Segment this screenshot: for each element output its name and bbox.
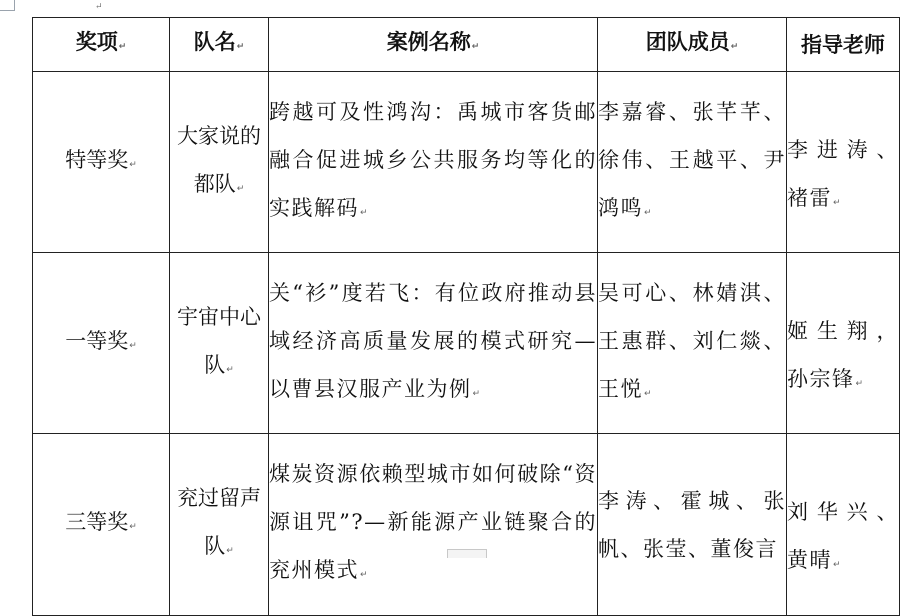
paragraph-mark-icon: ↵ — [360, 570, 370, 580]
paragraph-mark-icon: ↵ — [471, 42, 480, 52]
header-cell — [269, 18, 598, 72]
header-cell — [598, 18, 787, 72]
table-row — [33, 434, 900, 616]
award-cell — [33, 72, 170, 253]
advisors-text: 姬生翔，孙宗锋 — [787, 318, 899, 391]
paragraph-mark-icon: ↵ — [236, 42, 245, 52]
header-award: 奖项 — [75, 29, 118, 54]
paragraph-mark-icon: ↵ — [226, 546, 234, 556]
page-break-tab — [447, 549, 487, 558]
advisors-cell — [787, 253, 900, 434]
paragraph-mark-icon: ↵ — [226, 364, 234, 375]
header-cell — [170, 18, 269, 72]
paragraph-mark-icon: ↵ — [855, 378, 865, 389]
paragraph-mark-icon: ↵ — [644, 388, 654, 399]
header-members: 团队成员 — [645, 29, 730, 54]
case-cell — [269, 72, 598, 253]
members-cell — [598, 253, 787, 434]
team-text: 兖过留声队 — [177, 486, 261, 558]
award-cell — [33, 434, 170, 616]
paragraph-mark-icon: ↵ — [129, 522, 137, 532]
table-row — [33, 253, 900, 434]
members-cell — [598, 434, 787, 616]
paragraph-mark-icon: ↵ — [129, 340, 137, 351]
case-text: 跨越可及性鸿沟：禹城市客货邮融合促进城乡公共服务均等化的实践解码 — [269, 99, 597, 220]
members-cell — [598, 72, 787, 253]
team-text: 大家说的都队 — [177, 123, 261, 196]
members-text: 吴可心、林婧淇、王惠群、刘仁燚、王悦 — [598, 280, 786, 401]
case-cell — [269, 253, 598, 434]
case-cell — [269, 434, 598, 616]
advisors-text: 李进涛、褚雷 — [787, 137, 899, 210]
advisors-cell — [787, 434, 900, 616]
paragraph-mark-icon: ↵ — [95, 2, 103, 12]
award-cell — [33, 253, 170, 434]
table-row — [33, 72, 900, 253]
header-advisors: 指导老师 — [801, 31, 885, 57]
case-text: 关“衫”度若飞：有位政府推动县域经济高质量发展的模式研究—以曹县汉服产业为例 — [269, 280, 597, 401]
award-text: 三等奖 — [65, 510, 129, 534]
team-cell — [170, 72, 269, 253]
paragraph-mark-icon: ↵ — [833, 197, 843, 208]
table-header-row — [33, 18, 900, 72]
paragraph-mark-icon: ↵ — [833, 560, 843, 570]
paragraph-mark-icon: ↵ — [472, 388, 482, 399]
header-case: 案例名称 — [386, 29, 471, 54]
team-cell — [170, 434, 269, 616]
award-text: 特等奖 — [65, 147, 129, 172]
paragraph-mark-icon: ↵ — [236, 183, 245, 194]
award-text: 一等奖 — [65, 328, 129, 353]
team-text: 宇宙中心队 — [177, 304, 261, 377]
paragraph-mark-icon: ↵ — [360, 207, 370, 218]
case-text: 煤炭资源依赖型城市如何破除“资源诅咒”?—新能源产业链聚合的兖州模式 — [269, 462, 597, 582]
header-cell — [33, 18, 170, 72]
advisors-text: 刘华兴、黄晴 — [787, 500, 899, 572]
page-corner-mark — [0, 0, 15, 11]
members-text: 李嘉睿、张芊芊、徐伟、王越平、尹鸿鸣 — [598, 99, 786, 220]
members-text: 李涛、霍城、张帆、张莹、董俊言 — [598, 488, 786, 561]
paragraph-mark-icon: ↵ — [129, 159, 137, 170]
awards-table — [32, 17, 900, 616]
paragraph-mark-icon: ↵ — [644, 207, 654, 218]
paragraph-mark-icon: ↵ — [730, 42, 739, 52]
team-cell — [170, 253, 269, 434]
header-cell — [787, 18, 900, 72]
header-team: 队名 — [193, 29, 236, 54]
advisors-cell — [787, 72, 900, 253]
paragraph-mark-icon: ↵ — [118, 42, 127, 52]
